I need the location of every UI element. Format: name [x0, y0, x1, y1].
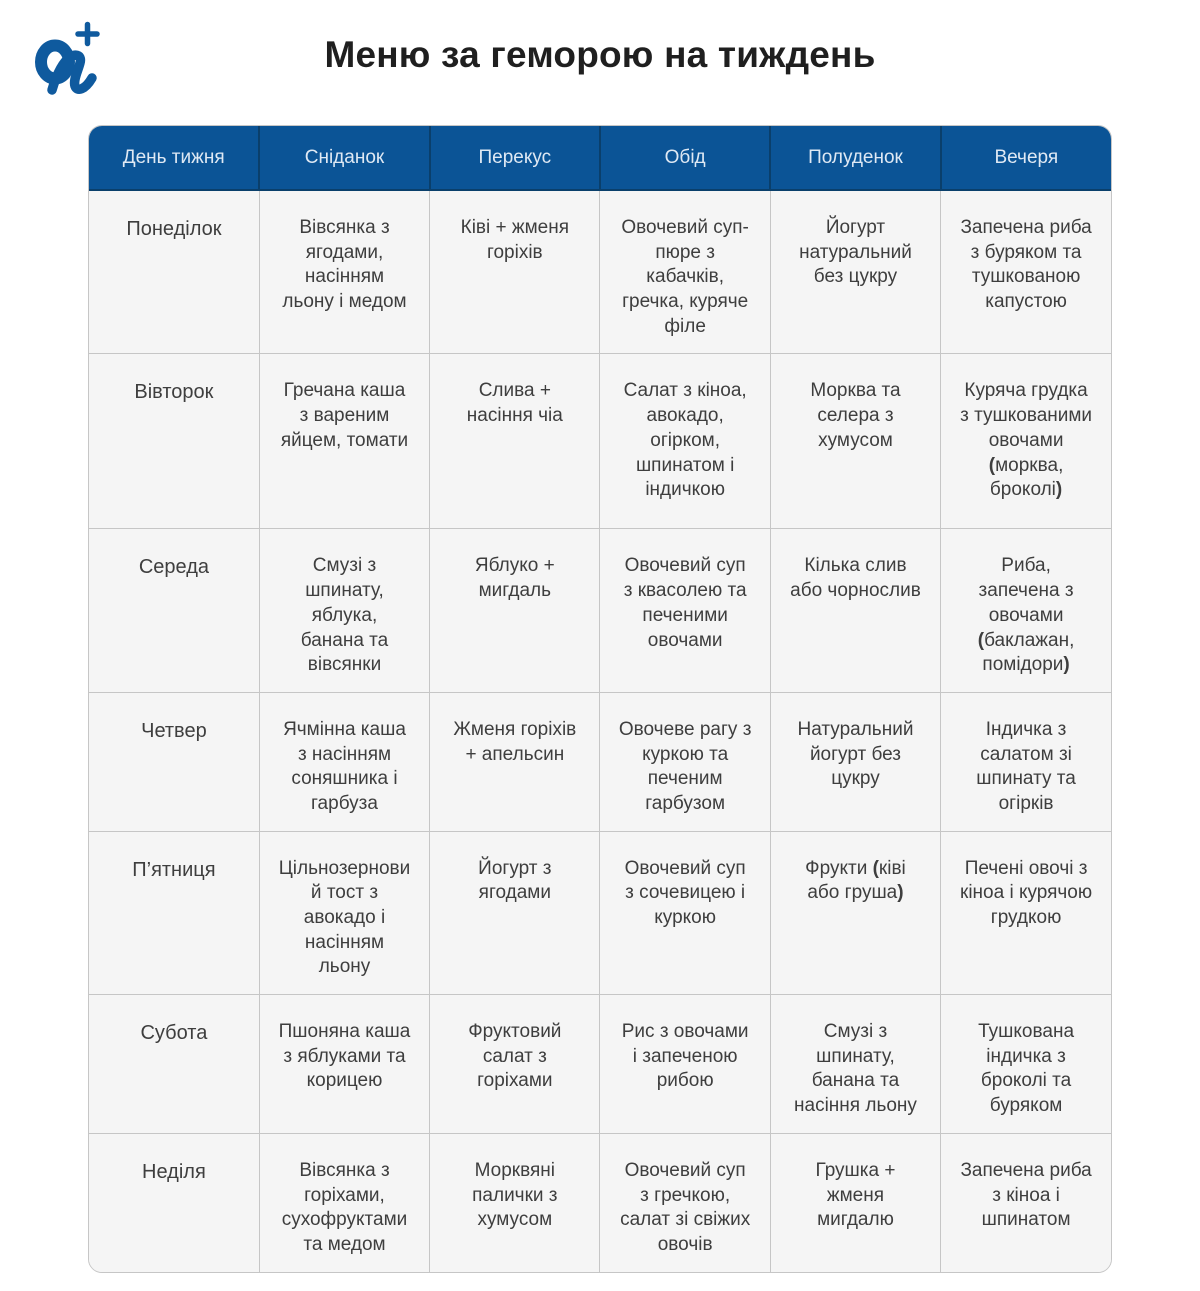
meal-cell: Запечена риба з буряком та тушкованою капустою	[941, 190, 1111, 354]
meal-cell: Печені овочі з кіноа і курячою грудкою	[941, 831, 1111, 994]
meal-cell: Овочевий суп з квасолею та печеними овочами	[600, 529, 770, 692]
meal-cell: Ківі + жменя горіхів	[430, 190, 600, 354]
meal-cell: Морква та селера з хумусом	[770, 354, 940, 529]
menu-row	[89, 529, 1111, 692]
menu-table-header	[89, 126, 1111, 190]
meal-cell: Йогурт з ягодами	[430, 831, 600, 994]
meal-cell: Смузі з шпинату, яблука, банана та вівсянки	[259, 529, 429, 692]
meal-cell: Куряча грудка з тушкованими овочами (морква, броколі)	[941, 354, 1111, 529]
meal-cell: Яблуко + мигдаль	[430, 529, 600, 692]
column-header: День тижня	[89, 126, 259, 190]
header-row	[89, 126, 1111, 190]
day-cell: Середа	[89, 529, 259, 692]
meal-cell: Гречана каша з вареним яйцем, томати	[259, 354, 429, 529]
day-cell: Вівторок	[89, 354, 259, 529]
day-cell: Неділя	[89, 1133, 259, 1271]
menu-row	[89, 1133, 1111, 1271]
meal-cell: Ячмінна каша з насінням соняшника і гарбуза	[259, 692, 429, 831]
meal-cell: Цільнозерновий тост з авокадо і насінням льону	[259, 831, 429, 994]
menu-row	[89, 831, 1111, 994]
column-header: Перекус	[430, 126, 600, 190]
meal-cell: Смузі з шпинату, банана та насіння льону	[770, 995, 940, 1134]
meal-cell: Овочеве рагу з куркою та печеним гарбузом	[600, 692, 770, 831]
meal-cell: Пшоняна каша з яблуками та корицею	[259, 995, 429, 1134]
meal-cell: Морквяні палички з хумусом	[430, 1133, 600, 1271]
meal-cell: Рис з овочами і запеченою рибою	[600, 995, 770, 1134]
day-cell: Четвер	[89, 692, 259, 831]
meal-cell: Тушкована індичка з броколі та буряком	[941, 995, 1111, 1134]
menu-row	[89, 995, 1111, 1134]
meal-cell: Кілька слив або чорнослив	[770, 529, 940, 692]
menu-row	[89, 190, 1111, 354]
day-cell: Субота	[89, 995, 259, 1134]
menu-table	[89, 126, 1111, 1272]
meal-cell: Запечена риба з кіноа і шпинатом	[941, 1133, 1111, 1271]
day-cell: Понеділок	[89, 190, 259, 354]
meal-cell: Овочевий суп з гречкою, салат зі свіжих овочів	[600, 1133, 770, 1271]
column-header: Полуденок	[770, 126, 940, 190]
weekly-menu-table	[88, 125, 1112, 1273]
column-header: Вечеря	[941, 126, 1111, 190]
meal-cell: Йогурт натуральний без цукру	[770, 190, 940, 354]
meal-cell: Фруктовий салат з горіхами	[430, 995, 600, 1134]
meal-cell: Натуральний йогурт без цукру	[770, 692, 940, 831]
page-title: Меню за геморою на тиждень	[324, 34, 876, 75]
meal-cell: Овочевий суп-пюре з кабачків, гречка, куряче філе	[600, 190, 770, 354]
meal-cell: Фрукти (ківі або груша)	[770, 831, 940, 994]
meal-cell: Овочевий суп з сочевицею і куркою	[600, 831, 770, 994]
meal-cell: Салат з кіноа, авокадо, огірком, шпинатом і індичкою	[600, 354, 770, 529]
meal-cell: Грушка + жменя мигдалю	[770, 1133, 940, 1271]
column-header: Обід	[600, 126, 770, 190]
meal-cell: Слива + насіння чіа	[430, 354, 600, 529]
menu-row	[89, 692, 1111, 831]
meal-cell: Індичка з салатом зі шпинату та огірків	[941, 692, 1111, 831]
meal-cell: Вівсянка з горіхами, сухофруктами та медом	[259, 1133, 429, 1271]
meal-cell: Риба, запечена з овочами (баклажан, помідори)	[941, 529, 1111, 692]
column-header: Сніданок	[259, 126, 429, 190]
menu-table-body	[89, 190, 1111, 1272]
meal-cell: Вівсянка з ягодами, насінням льону і медом	[259, 190, 429, 354]
menu-row	[89, 354, 1111, 529]
day-cell: П’ятниця	[89, 831, 259, 994]
meal-cell: Жменя горіхів + апельсин	[430, 692, 600, 831]
